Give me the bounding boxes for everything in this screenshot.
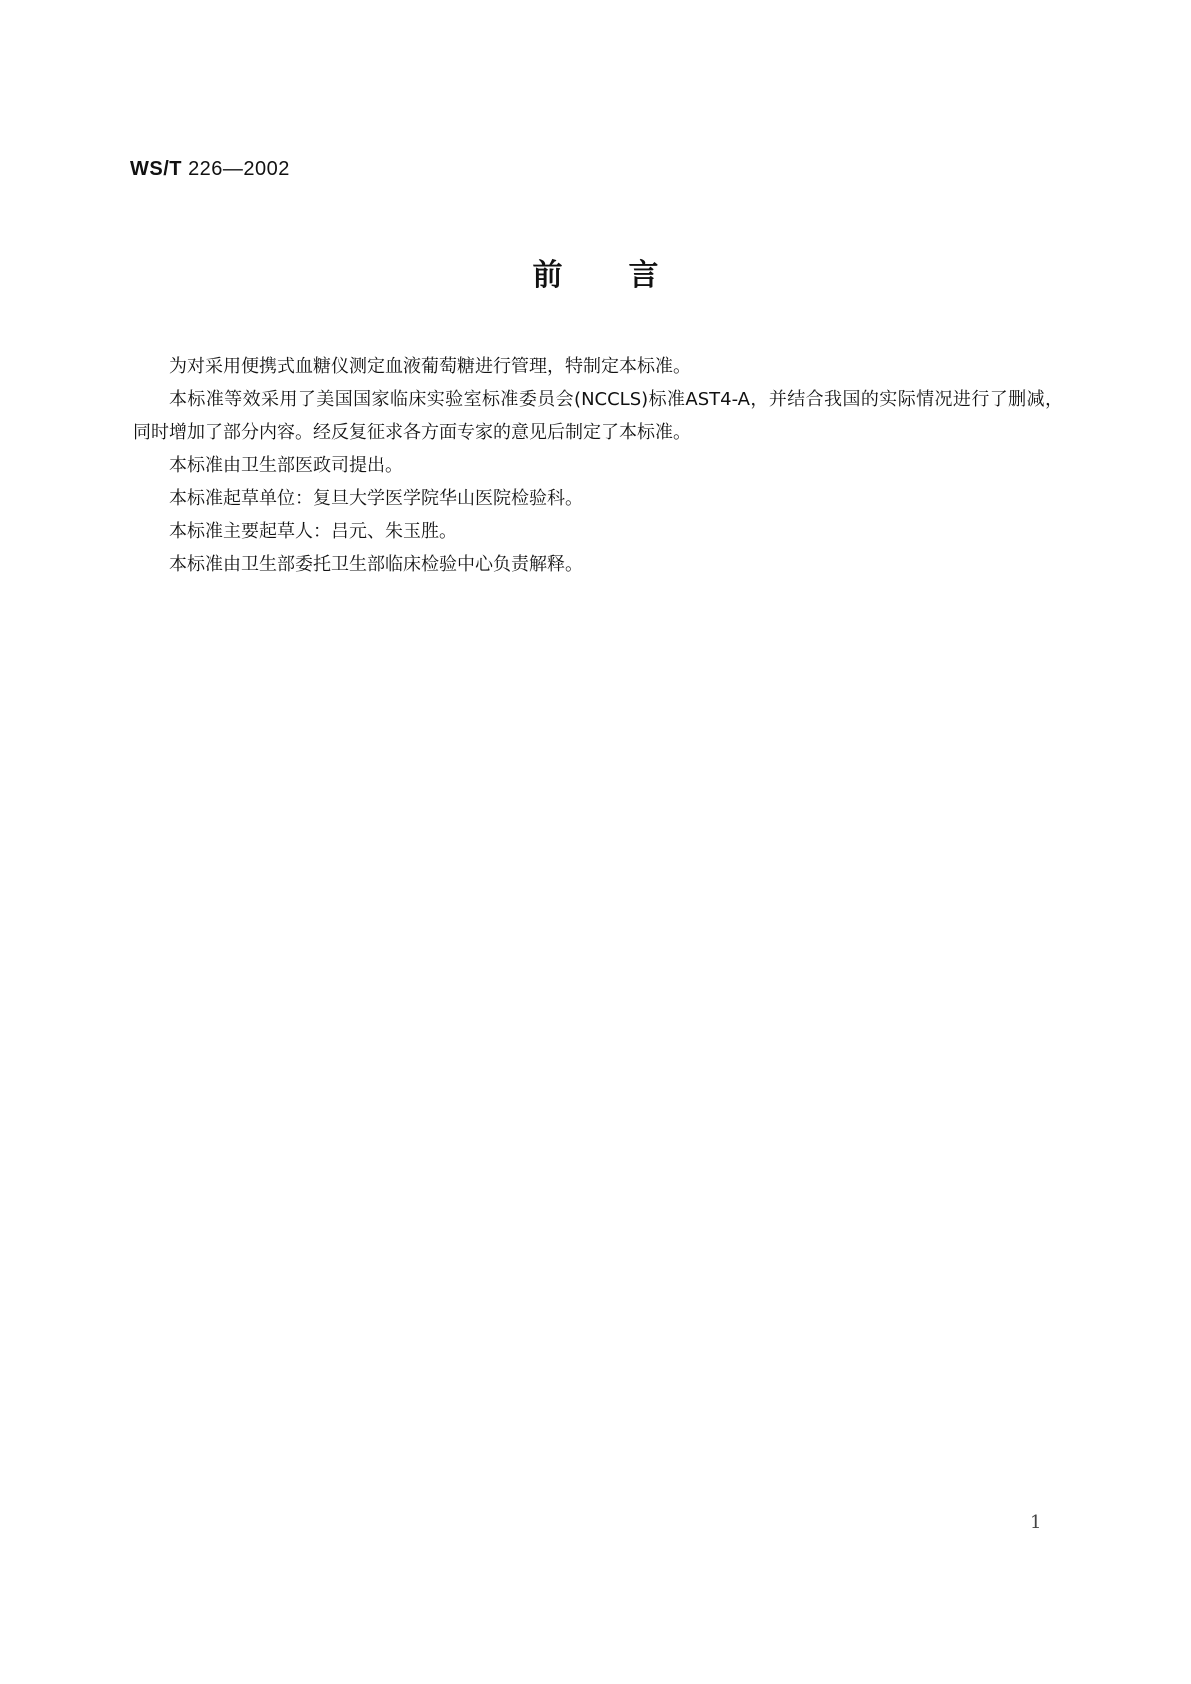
paragraph: 本标准等效采用了美国国家临床实验室标准委员会(NCCLS)标准AST4-A，并结合我国的实际情况进行了删减，同时增加了部分内容。经反复征求各方面专家的意见后制定了本标准。 (133, 389, 1063, 443)
paragraph: 本标准由卫生部委托卫生部临床检验中心负责解释。 (169, 554, 583, 575)
page-number: 1 (1030, 1512, 1042, 1533)
paragraph: 本标准由卫生部医政司提出。 (169, 455, 403, 476)
page-title: 前言 (532, 258, 725, 293)
paragraph: 本标准主要起草人：吕元、朱玉胜。 (169, 521, 457, 542)
standard-code-number: 226—2002 (188, 158, 290, 180)
foreword-body (133, 350, 1063, 581)
standard-code-prefix: WS/T (130, 158, 182, 180)
paragraph: 为对采用便携式血糖仪测定血液葡萄糖进行管理，特制定本标准。 (169, 356, 691, 377)
paragraph: 本标准起草单位：复旦大学医学院华山医院检验科。 (169, 488, 583, 509)
standard-code (130, 158, 290, 181)
